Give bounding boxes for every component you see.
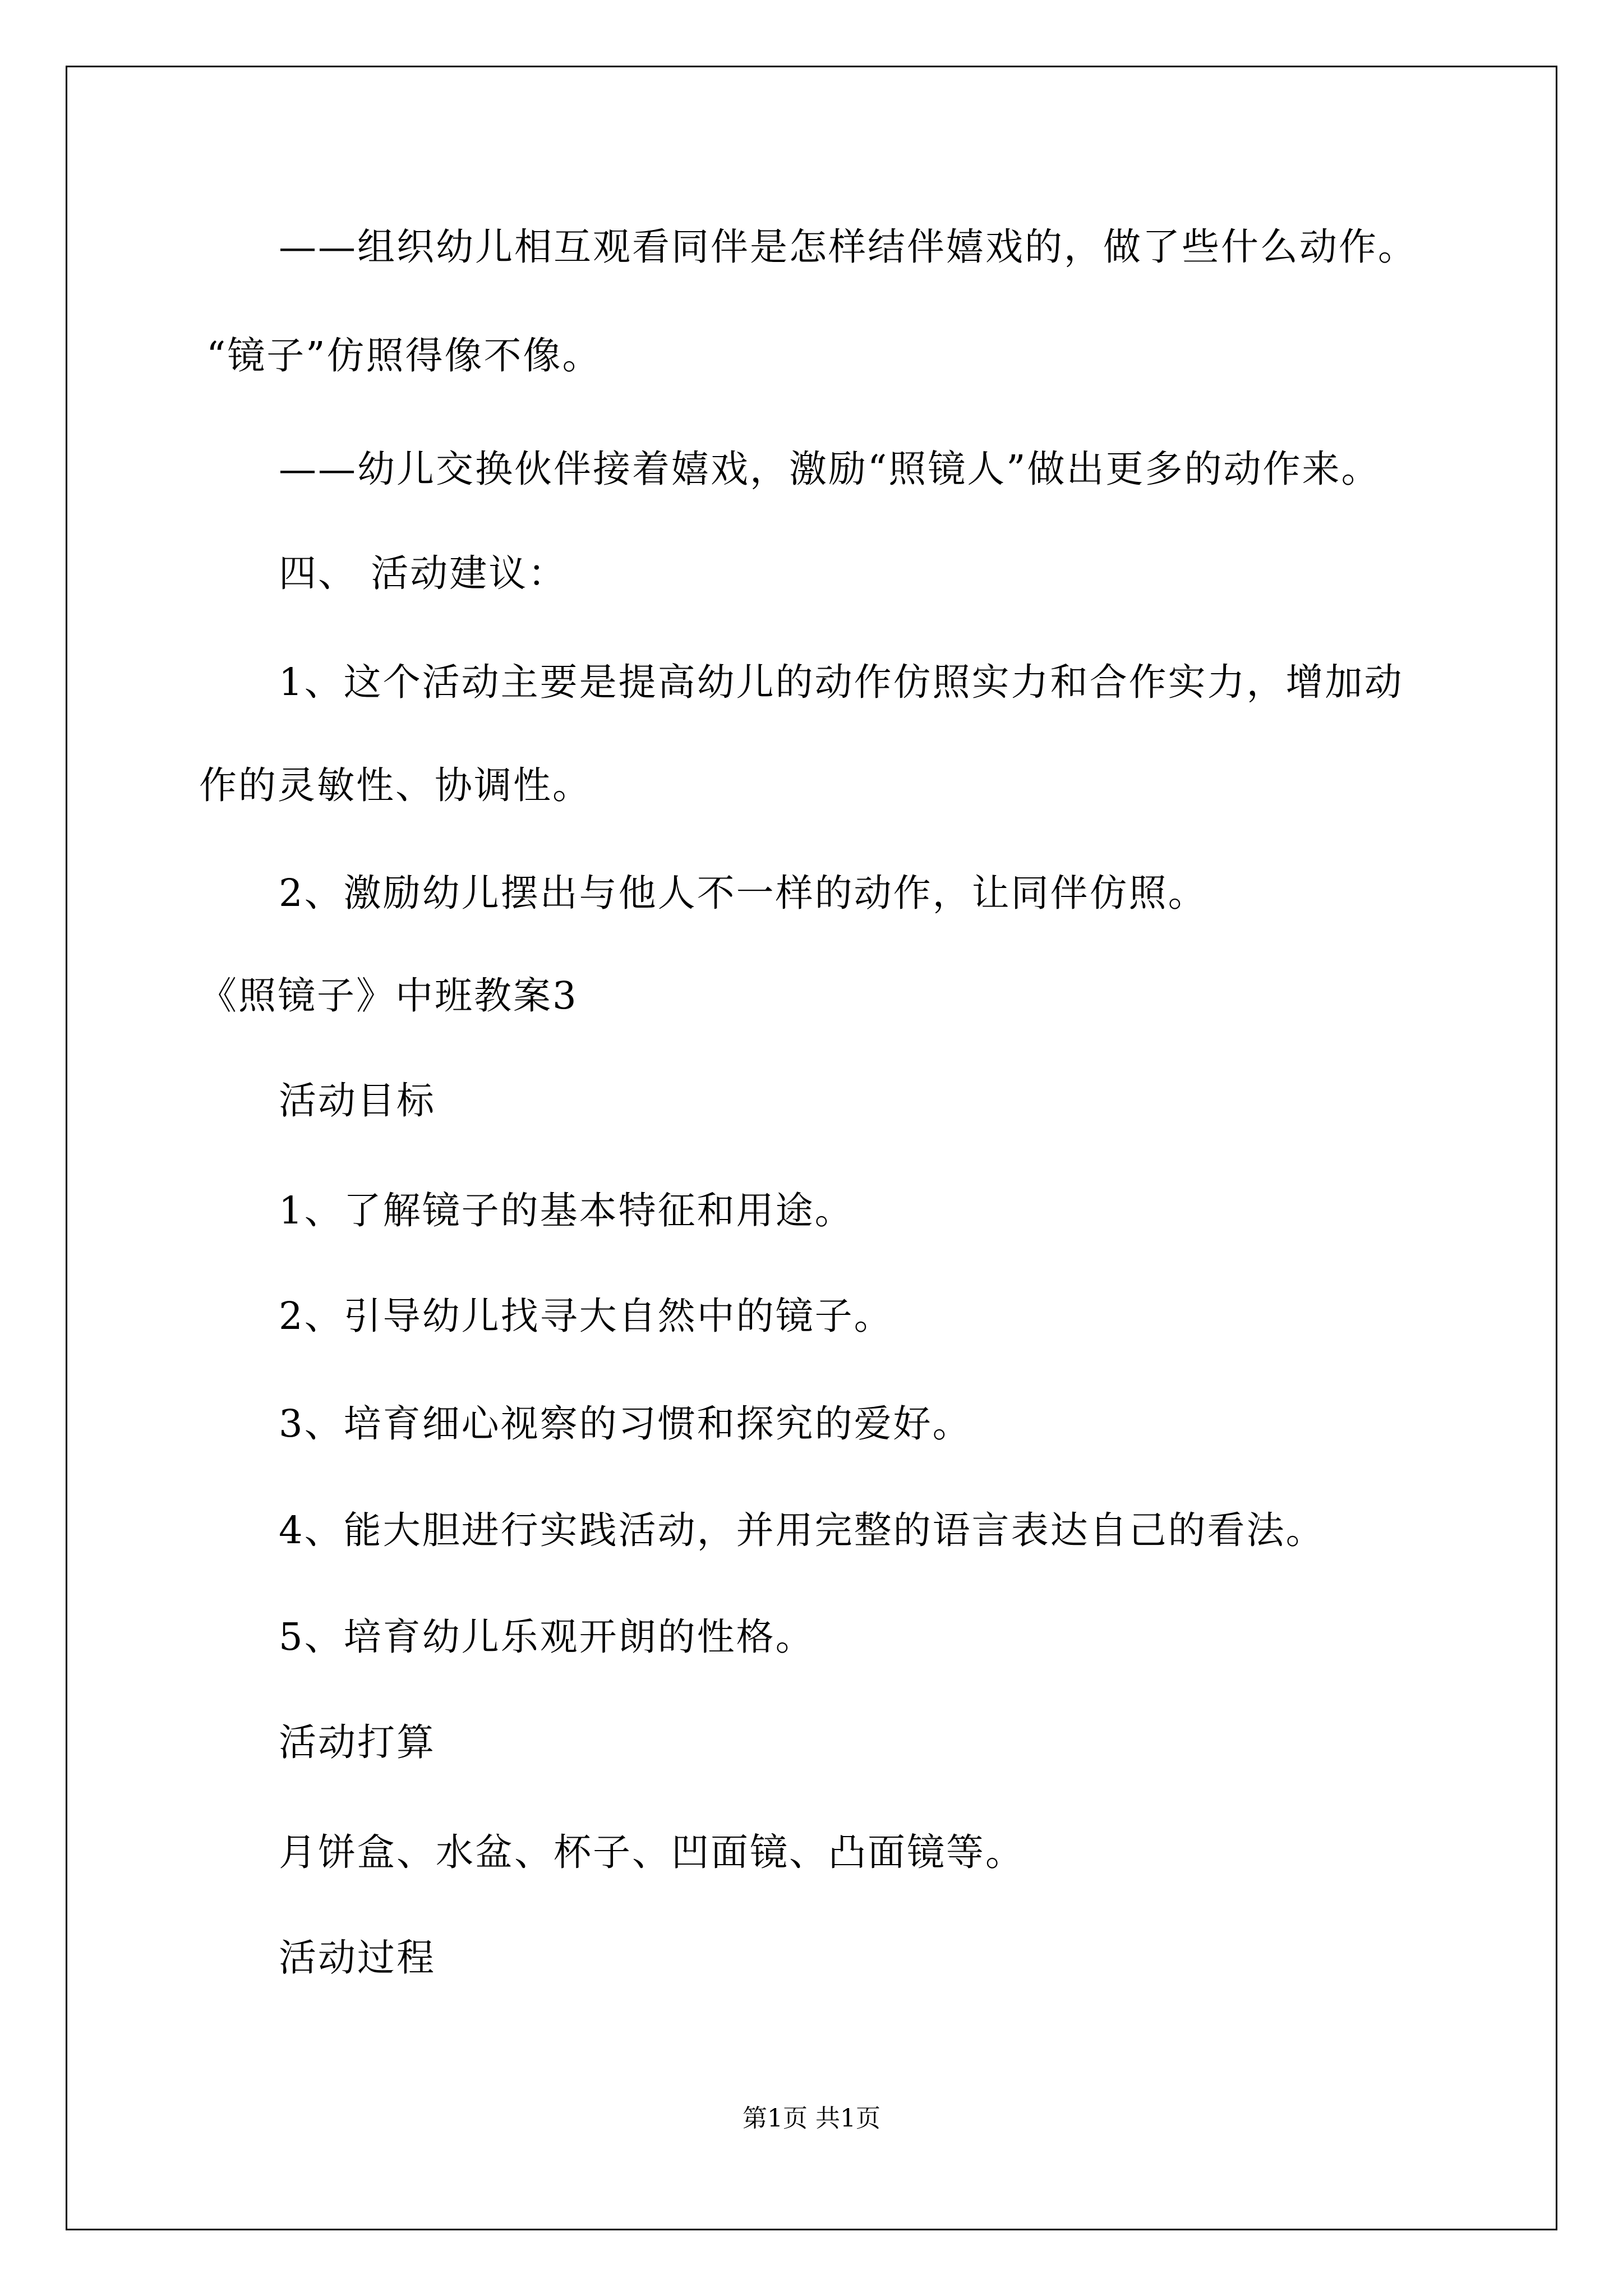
section-heading-goals: 活动目标 <box>279 1079 436 1122</box>
goal-item-1: 1、了解镜子的基本特征和用途。 <box>279 1189 854 1232</box>
page-border <box>66 66 1557 2230</box>
paragraph-5: 作的灵敏性、协调性。 <box>199 763 592 807</box>
paragraph-6: 2、激励幼儿摆出与他人不一样的动作，让同伴仿照。 <box>279 871 1207 915</box>
goal-item-4: 4、能大胆进行实践活动，并用完整的语言表达自己的看法。 <box>279 1508 1325 1552</box>
section-heading-preparation: 活动打算 <box>279 1720 436 1764</box>
page-footer: 第1页 共1页 <box>743 2104 880 2133</box>
document-title: 《照镜子》中班教案3 <box>199 974 578 1018</box>
paragraph-3: ——幼儿交换伙伴接着嬉戏，激励“照镜人”做出更多的动作来。 <box>279 447 1381 491</box>
paragraph-2: “镜子”仿照得像不像。 <box>206 334 602 378</box>
section-heading-suggestions: 四、 活动建议： <box>279 551 568 595</box>
goal-item-5: 5、培育幼儿乐观开朗的性格。 <box>279 1615 815 1659</box>
goal-item-3: 3、培育细心视察的习惯和探究的爱好。 <box>279 1402 972 1446</box>
section-heading-process: 活动过程 <box>279 1936 436 1980</box>
paragraph-4: 1、这个活动主要是提高幼儿的动作仿照实力和合作实力，增加动 <box>279 660 1404 704</box>
goal-item-2: 2、引导幼儿找寻大自然中的镜子。 <box>279 1294 893 1338</box>
paragraph-1: ——组织幼儿相互观看同伴是怎样结伴嬉戏的，做了些什么动作。 <box>279 225 1417 269</box>
preparation-materials: 月饼盒、水盆、杯子、凹面镜、凸面镜等。 <box>279 1830 1025 1874</box>
